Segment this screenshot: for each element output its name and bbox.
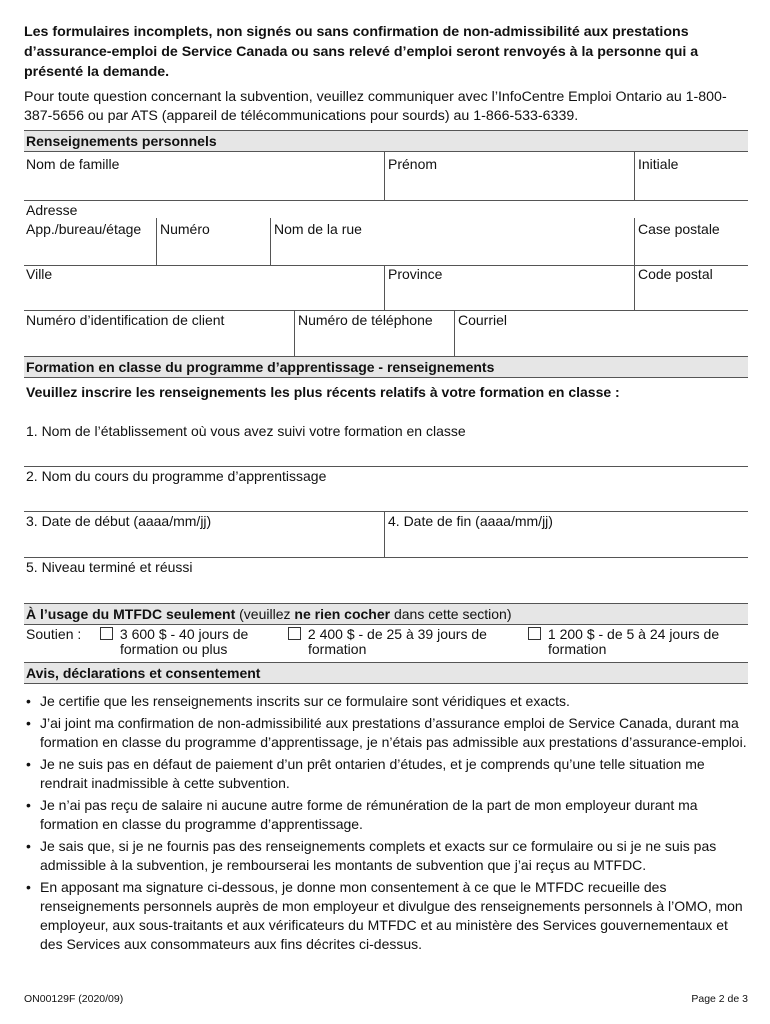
consent-list [24, 692, 748, 957]
support-option-1-line1: 3 600 $ - 40 jours de [119, 626, 249, 642]
ministry-use-header [24, 603, 748, 625]
divider [454, 310, 455, 356]
number-label: Numéro [160, 221, 210, 237]
list-item [24, 878, 748, 954]
ministry-title-bold: À l’usage du MTFDC seulement [26, 606, 236, 622]
ministry-title-part: (veuillez [235, 606, 295, 622]
incomplete-forms-notice: Les formulaires incomplets, non signés ou sans confirmation de non-admissibilité aux prestations d’assurance-emploi de Service Canada ou sans relevé d’emploi seront renvoyés à la personne qui a présenté la demande. [24, 24, 699, 80]
bullet-icon: • [26, 797, 31, 813]
address-label: Adresse [26, 202, 78, 218]
phone-label: Numéro de téléphone [298, 312, 433, 328]
course-name-label: 2. Nom du cours du programme d’apprentissage [26, 468, 327, 484]
client-id-label: Numéro d’identification de client [26, 312, 225, 328]
consent-item-text: Je certifie que les renseignements inscrits sur ce formulaire sont véridiques et exacts. [40, 693, 570, 709]
form-number: ON00129F (2020/09) [24, 993, 124, 1005]
street-label: Nom de la rue [274, 221, 362, 237]
bullet-icon: • [26, 693, 31, 709]
divider [294, 310, 295, 356]
initial-label: Initiale [638, 156, 679, 172]
list-item [24, 714, 748, 752]
po-box-label: Case postale [638, 221, 720, 237]
support-option-1-checkbox[interactable] [100, 627, 113, 640]
list-item [24, 796, 748, 834]
divider [634, 265, 635, 310]
divider [24, 557, 748, 558]
consent-item-text: Je n’ai pas reçu de salaire ni aucune autre forme de rémunération de la part de mon employeur durant ma formation en classe du programme d’apprentissage. [40, 797, 698, 832]
page-number: Page 2 de 3 [691, 993, 748, 1005]
contact-notice: Pour toute question concernant la subvention, veuillez communiquer avec l’InfoCentre Emploi Ontario au 1-800-387-5656 ou par ATS (appareil de télécommunications pour sourds) au 1-866-533-6339. [24, 89, 727, 124]
support-option-3-checkbox[interactable] [528, 627, 541, 640]
start-date-label: 3. Date de début (aaaa/mm/jj) [26, 513, 212, 529]
bullet-icon: • [26, 838, 31, 854]
personal-info-header: Renseignements personnels [24, 130, 748, 152]
institution-label: 1. Nom de l’établissement où vous avez suivi votre formation en classe [26, 423, 466, 439]
unit-label: App./bureau/étage [26, 221, 142, 237]
training-instruction: Veuillez inscrire les renseignements les plus récents relatifs à votre formation en classe : [26, 384, 620, 400]
bullet-icon: • [26, 715, 31, 731]
support-option-3-line1: 1 200 $ - de 5 à 24 jours de [547, 626, 720, 642]
support-option-1-line2: formation ou plus [120, 641, 228, 657]
divider [24, 200, 748, 201]
divider [24, 310, 748, 311]
support-option-1[interactable] [100, 627, 248, 657]
list-item [24, 837, 748, 875]
province-label: Province [388, 266, 443, 282]
end-date-label: 4. Date de fin (aaaa/mm/jj) [388, 513, 553, 529]
support-option-2-line2: formation [308, 641, 367, 657]
training-header: Formation en classe du programme d’apprentissage - renseignements [24, 356, 748, 378]
divider [270, 218, 271, 265]
consent-item-text: En apposant ma signature ci-dessous, je donne mon consentement à ce que le MTFDC recueille des renseignements personnels auprès de mon employeur et divulgue des renseignements personnels à l’OMO, mon employeur, aux sous-traitants et aux vérificateurs du MTFDC et au ministère des Services gouvernementaux et des Services aux consommateurs aux fins décrites ci-dessus. [40, 879, 743, 952]
consent-item-text: Je ne suis pas en défaut de paiement d’un prêt ontarien d’études, et je comprends qu’une telle situation me rendrait inadmissible à cette subvention. [40, 756, 705, 791]
support-option-3[interactable] [528, 627, 719, 657]
divider [634, 218, 635, 265]
level-completed-label: 5. Niveau terminé et réussi [26, 559, 193, 575]
last-name-label: Nom de famille [26, 156, 120, 172]
support-option-3-line2: formation [548, 641, 607, 657]
ministry-title-part: dans cette section) [390, 606, 512, 622]
support-label: Soutien : [26, 626, 82, 642]
bullet-icon: • [26, 879, 31, 895]
email-label: Courriel [458, 312, 508, 328]
divider [384, 152, 385, 200]
city-label: Ville [26, 266, 53, 282]
postal-code-label: Code postal [638, 266, 713, 282]
consent-header: Avis, déclarations et consentement [24, 662, 748, 684]
divider [24, 511, 748, 512]
support-option-2[interactable] [288, 627, 487, 657]
first-name-label: Prénom [388, 156, 438, 172]
bullet-icon: • [26, 756, 31, 772]
consent-item-text: Je sais que, si je ne fournis pas des renseignements complets et exacts sur ce formulaire ou si je ne suis pas admissible à la subvention, je rembourserai les montants de subvention que j’ai reçus au MTFDC. [40, 838, 717, 873]
support-option-2-line1: 2 400 $ - de 25 à 39 jours de [307, 626, 487, 642]
divider [384, 265, 385, 310]
support-option-2-checkbox[interactable] [288, 627, 301, 640]
divider [156, 218, 157, 265]
divider [634, 152, 635, 200]
divider [24, 466, 748, 467]
consent-item-text: J’ai joint ma confirmation de non-admissibilité aux prestations d’assurance emploi de Service Canada, durant ma formation en classe du programme d’apprentissage, je n’étais pas admissible aux prestations d’assurance-emploi. [40, 715, 747, 750]
divider [384, 511, 385, 557]
list-item [24, 755, 748, 793]
ministry-title-emphasis: ne rien cocher [294, 606, 391, 622]
list-item [24, 692, 748, 711]
